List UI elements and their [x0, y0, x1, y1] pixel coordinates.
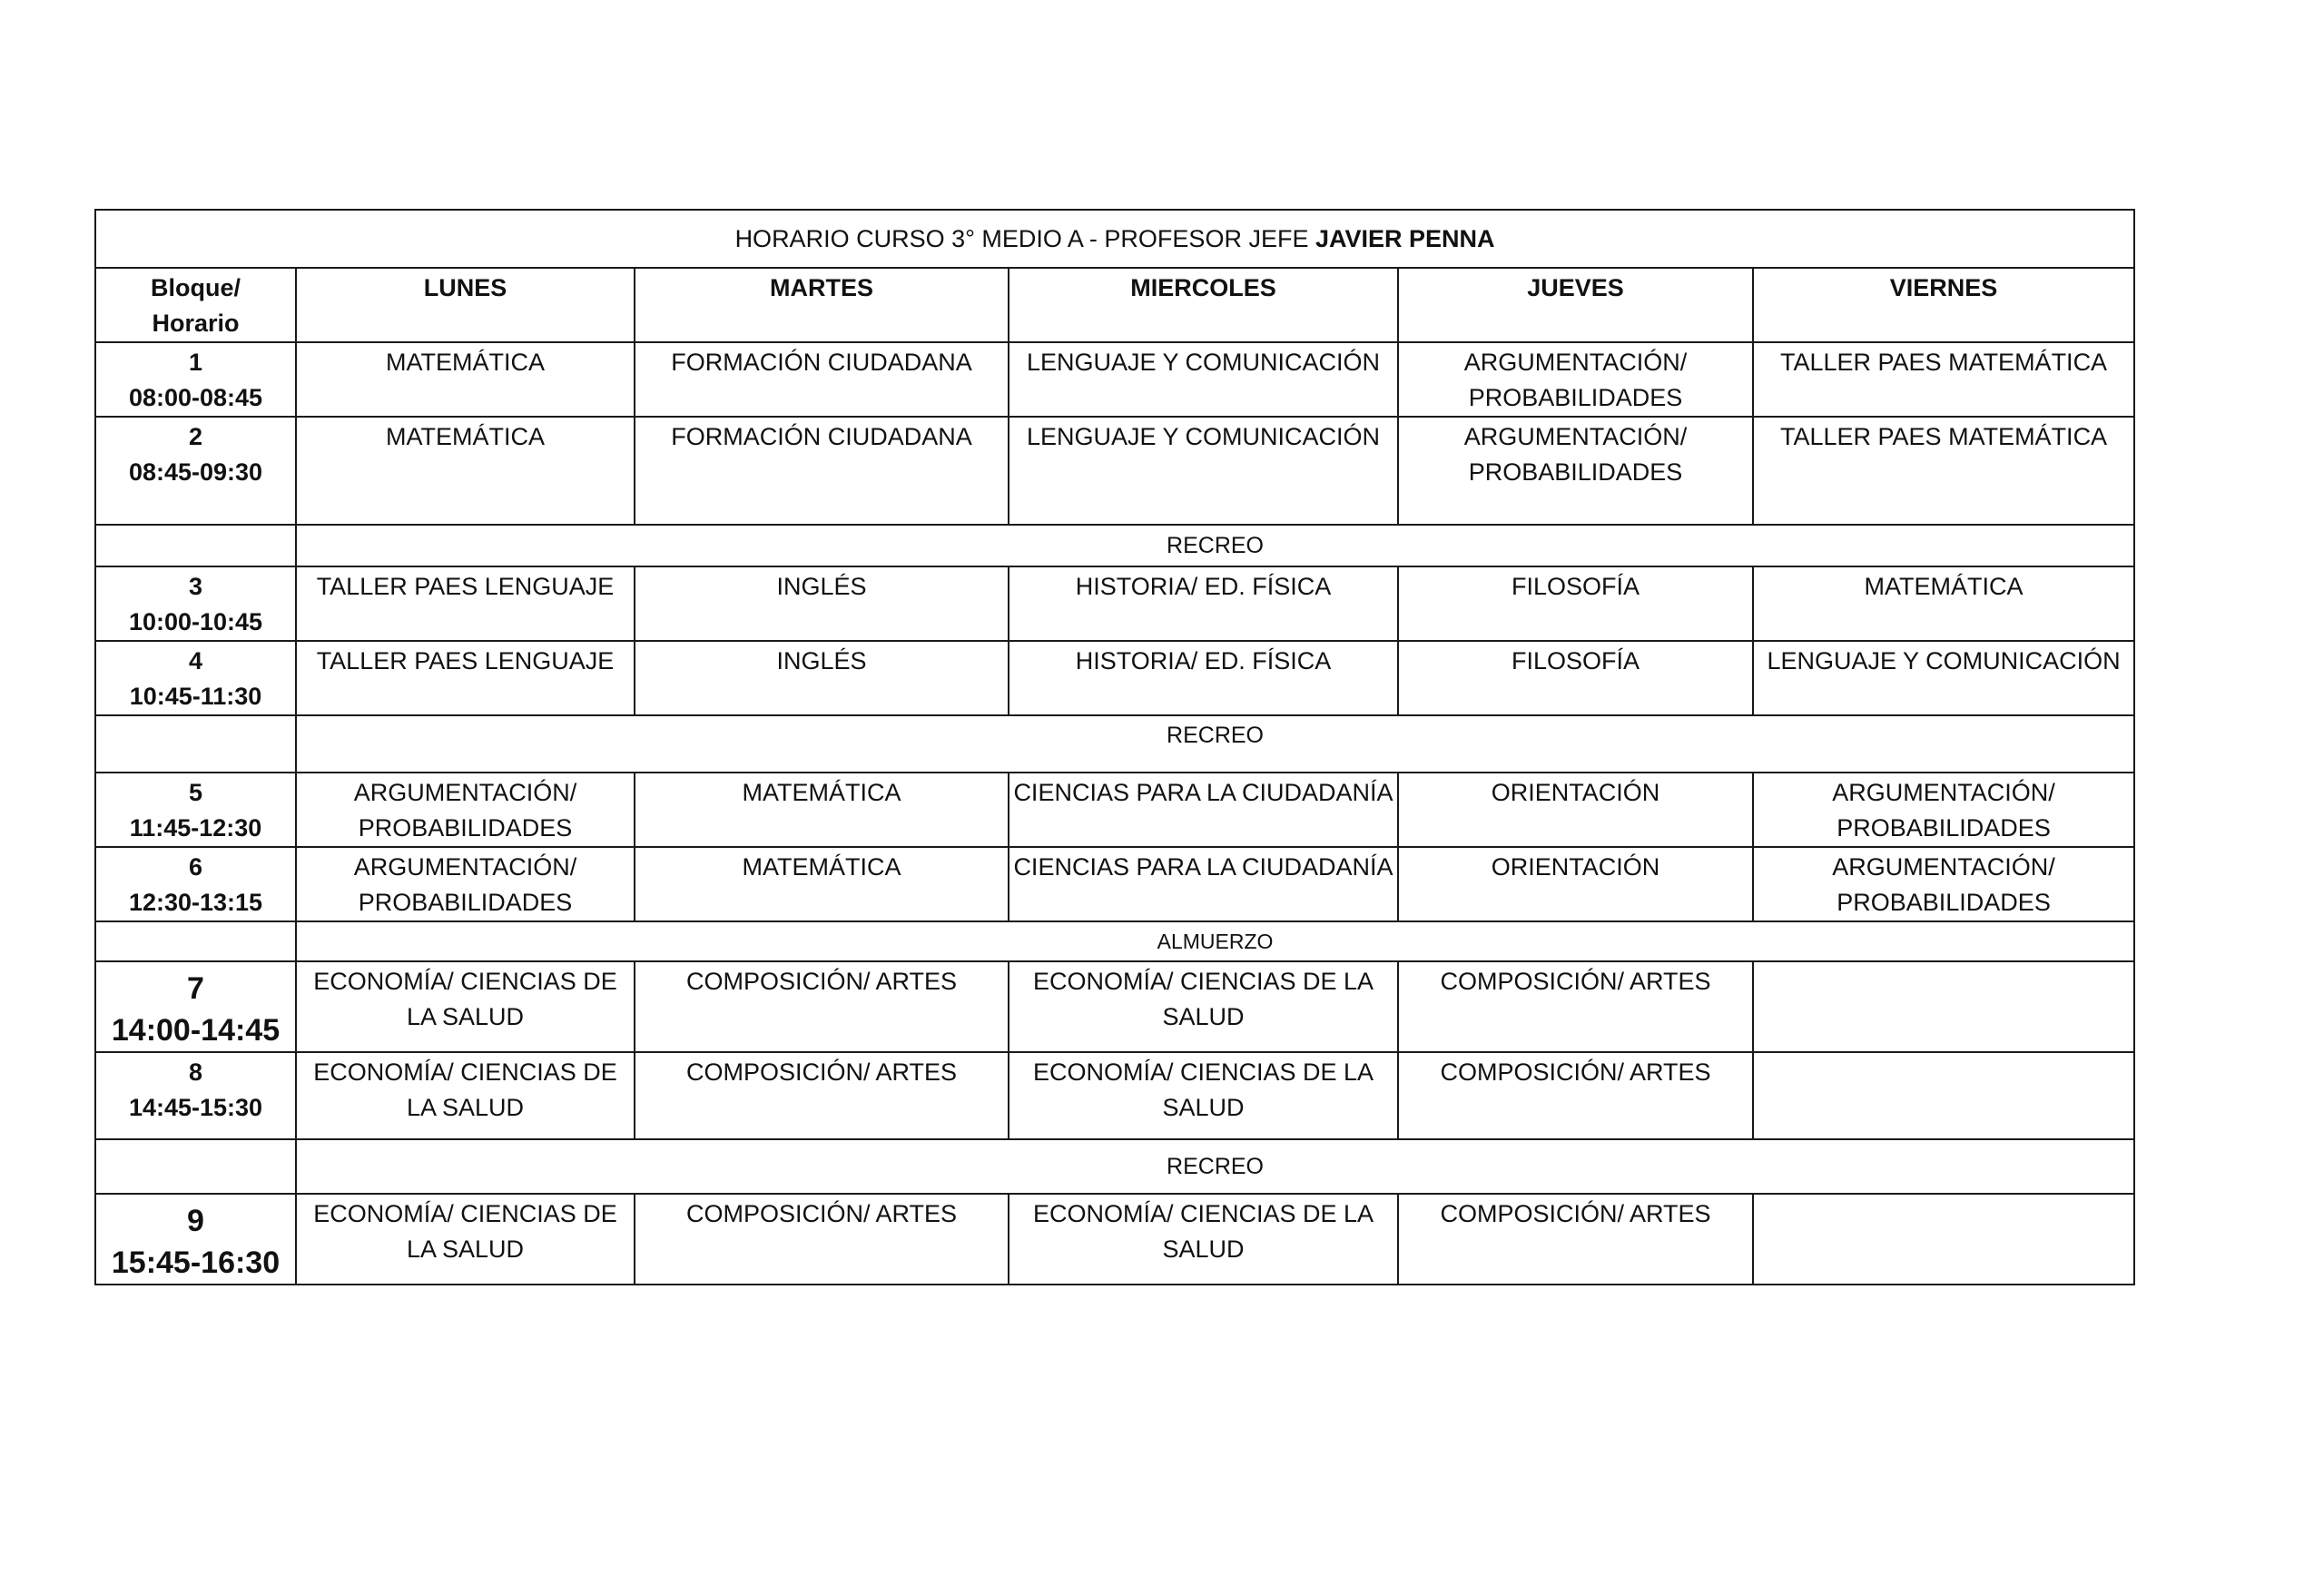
block-row: [95, 961, 2134, 1052]
day-header-friday: VIERNES: [1753, 268, 2134, 342]
subject-cell: [296, 1194, 635, 1285]
day-header-wednesday: MIERCOLES: [1009, 268, 1398, 342]
subject-cell: [1753, 417, 2134, 525]
block-time: 12:30-13:15: [128, 889, 263, 916]
block-time: 08:00-08:45: [128, 384, 263, 411]
subject-cell: [635, 847, 1009, 921]
block-cell: [95, 417, 296, 525]
break-row: [95, 1139, 2134, 1194]
subject-cell: [1753, 566, 2134, 641]
subject-text: COMPOSICIÓN/ ARTES: [685, 1200, 958, 1227]
subject-cell: [635, 342, 1009, 417]
subject-text: ARGUMENTACIÓN/: [1832, 853, 2055, 881]
subject-text: COMPOSICIÓN/ ARTES: [685, 968, 958, 995]
subject-cell: [1753, 1194, 2134, 1285]
subject-text: ARGUMENTACIÓN/: [1463, 423, 1688, 450]
block-time: 11:45-12:30: [129, 814, 262, 842]
block-row: [95, 566, 2134, 641]
subject-text: TALLER PAES LENGUAJE: [316, 647, 615, 674]
subject-text: ECONOMÍA/ CIENCIAS DE LA: [1032, 1058, 1374, 1086]
block-number: 3: [188, 573, 203, 600]
subject-cell: [296, 847, 635, 921]
block-number: 4: [188, 647, 203, 674]
subject-text: ORIENTACIÓN: [1491, 853, 1660, 881]
subject-text: PROBABILIDADES: [358, 814, 573, 842]
subject-text: FORMACIÓN CIUDADANA: [671, 423, 972, 450]
subject-text: LA SALUD: [406, 1236, 525, 1263]
subject-text: COMPOSICIÓN/ ARTES: [1440, 1058, 1711, 1086]
subject-text: SALUD: [1162, 1094, 1245, 1121]
subject-cell: [1753, 342, 2134, 417]
subject-cell: [1398, 641, 1753, 715]
subject-text: ECONOMÍA/ CIENCIAS DE LA: [1032, 968, 1374, 995]
block-column-header: [95, 268, 296, 342]
subject-text: HISTORIA/ ED. FÍSICA: [1075, 573, 1332, 600]
subject-cell: [1398, 847, 1753, 921]
block-row: [95, 641, 2134, 715]
block-cell: [95, 641, 296, 715]
block-number: 2: [188, 423, 203, 450]
subject-text: SALUD: [1162, 1003, 1245, 1030]
block-row: [95, 417, 2134, 525]
subject-text: COMPOSICIÓN/ ARTES: [1440, 1200, 1711, 1227]
subject-text: MATEMÁTICA: [386, 423, 545, 450]
block-time: 14:45-15:30: [128, 1094, 263, 1121]
block-time: 15:45-16:30: [111, 1245, 281, 1280]
block-number: 8: [188, 1058, 203, 1086]
block-cell: [95, 342, 296, 417]
subject-text: LENGUAJE Y COMUNICACIÓN: [1026, 349, 1381, 376]
block-row: [95, 1194, 2134, 1285]
break-label: RECREO: [296, 525, 2134, 566]
block-number: 7: [187, 971, 204, 1006]
break-block-cell: [95, 525, 296, 566]
subject-cell: [296, 566, 635, 641]
break-row: [95, 525, 2134, 566]
subject-cell: [635, 566, 1009, 641]
subject-cell: [1009, 847, 1398, 921]
subject-cell: [1009, 961, 1398, 1052]
subject-text: COMPOSICIÓN/ ARTES: [1440, 968, 1711, 995]
block-time: 10:45-11:30: [129, 683, 262, 710]
subject-cell: [635, 641, 1009, 715]
subject-text: ARGUMENTACIÓN/: [353, 779, 577, 806]
subject-text: PROBABILIDADES: [1468, 458, 1683, 486]
subject-text: CIENCIAS PARA LA CIUDADANÍA: [1013, 853, 1393, 881]
subject-cell: [1009, 641, 1398, 715]
subject-text: CIENCIAS PARA LA CIUDADANÍA: [1013, 779, 1393, 806]
subject-cell: [1398, 566, 1753, 641]
subject-text: PROBABILIDADES: [1837, 889, 2051, 916]
schedule-table: [94, 209, 2135, 1285]
break-row: [95, 715, 2134, 773]
block-time: 14:00-14:45: [111, 1013, 281, 1048]
block-number: 1: [188, 349, 203, 376]
subject-cell: [296, 773, 635, 847]
subject-text: ECONOMÍA/ CIENCIAS DE LA: [1032, 1200, 1374, 1227]
break-block-cell: [95, 921, 296, 961]
subject-cell: [296, 641, 635, 715]
subject-text: LA SALUD: [406, 1094, 525, 1121]
break-block-cell: [95, 715, 296, 773]
subject-text: COMPOSICIÓN/ ARTES: [685, 1058, 958, 1086]
block-row: [95, 773, 2134, 847]
subject-cell: [1009, 566, 1398, 641]
header-row: [95, 268, 2134, 342]
subject-text: LENGUAJE Y COMUNICACIÓN: [1026, 423, 1381, 450]
block-number: 9: [187, 1204, 204, 1238]
subject-cell: [296, 417, 635, 525]
subject-text: FILOSOFÍA: [1511, 573, 1640, 600]
block-cell: [95, 773, 296, 847]
break-label: ALMUERZO: [296, 921, 2134, 961]
subject-text: HISTORIA/ ED. FÍSICA: [1075, 647, 1332, 674]
subject-cell: [1753, 773, 2134, 847]
block-time: 08:45-09:30: [128, 458, 263, 486]
block-time: 10:00-10:45: [128, 608, 263, 635]
subject-text: ORIENTACIÓN: [1491, 779, 1660, 806]
day-header-thursday: JUEVES: [1398, 268, 1753, 342]
subject-text: INGLÉS: [776, 647, 867, 674]
subject-cell: [1009, 417, 1398, 525]
subject-text: PROBABILIDADES: [1837, 814, 2051, 842]
subject-text: ECONOMÍA/ CIENCIAS DE: [313, 968, 617, 995]
title-row: [95, 210, 2134, 268]
title-prefix: HORARIO CURSO 3° MEDIO A - PROFESOR JEFE: [734, 224, 1309, 252]
block-row: [95, 1052, 2134, 1139]
block-number: 5: [188, 779, 203, 806]
block-cell: [95, 961, 296, 1052]
subject-text: LENGUAJE Y COMUNICACIÓN: [1767, 647, 2121, 674]
subject-cell: [1398, 342, 1753, 417]
subject-text: TALLER PAES MATEMÁTICA: [1780, 349, 2108, 376]
subject-cell: [296, 1052, 635, 1139]
subject-text: ARGUMENTACIÓN/: [1832, 779, 2055, 806]
subject-text: MATEMÁTICA: [742, 853, 901, 881]
break-label: RECREO: [296, 715, 2134, 773]
subject-text: ECONOMÍA/ CIENCIAS DE: [313, 1058, 617, 1086]
break-label: RECREO: [296, 1139, 2134, 1194]
subject-cell: [296, 342, 635, 417]
schedule-title: [95, 210, 2134, 268]
day-header-tuesday: MARTES: [635, 268, 1009, 342]
break-block-cell: [95, 1139, 296, 1194]
subject-text: PROBABILIDADES: [358, 889, 573, 916]
block-number: 6: [188, 853, 203, 881]
subject-text: ARGUMENTACIÓN/: [353, 853, 577, 881]
subject-cell: [1753, 961, 2134, 1052]
subject-cell: [1753, 847, 2134, 921]
subject-text: MATEMÁTICA: [386, 349, 545, 376]
subject-text: ECONOMÍA/ CIENCIAS DE: [313, 1200, 617, 1227]
subject-cell: [635, 961, 1009, 1052]
subject-cell: [1009, 1194, 1398, 1285]
subject-text: LA SALUD: [406, 1003, 525, 1030]
subject-text: MATEMÁTICA: [1864, 573, 2024, 600]
block-cell: [95, 847, 296, 921]
break-row: [95, 921, 2134, 961]
block-cell: [95, 1052, 296, 1139]
block-cell: [95, 1194, 296, 1285]
subject-text: TALLER PAES LENGUAJE: [316, 573, 615, 600]
block-row: [95, 342, 2134, 417]
subject-cell: [1009, 773, 1398, 847]
subject-text: FORMACIÓN CIUDADANA: [671, 349, 972, 376]
subject-cell: [1753, 1052, 2134, 1139]
block-header-line-1: Bloque/: [151, 274, 241, 301]
block-row: [95, 847, 2134, 921]
subject-text: TALLER PAES MATEMÁTICA: [1780, 423, 2108, 450]
subject-cell: [1009, 342, 1398, 417]
subject-text: PROBABILIDADES: [1468, 384, 1683, 411]
subject-text: FILOSOFÍA: [1511, 647, 1640, 674]
day-header-monday: LUNES: [296, 268, 635, 342]
subject-cell: [1398, 1052, 1753, 1139]
subject-cell: [1009, 1052, 1398, 1139]
subject-text: SALUD: [1162, 1236, 1245, 1263]
subject-cell: [1398, 961, 1753, 1052]
subject-cell: [635, 1194, 1009, 1285]
subject-cell: [1398, 773, 1753, 847]
subject-text: ARGUMENTACIÓN/: [1463, 349, 1688, 376]
subject-cell: [635, 1052, 1009, 1139]
subject-cell: [296, 961, 635, 1052]
subject-cell: [1398, 417, 1753, 525]
schedule-body: [95, 342, 2134, 1285]
block-cell: [95, 566, 296, 641]
subject-text: MATEMÁTICA: [742, 779, 901, 806]
subject-cell: [635, 773, 1009, 847]
subject-text: INGLÉS: [776, 573, 867, 600]
subject-cell: [1753, 641, 2134, 715]
block-header-line-2: Horario: [152, 310, 240, 337]
subject-cell: [1398, 1194, 1753, 1285]
homeroom-teacher: JAVIER PENNA: [1315, 224, 1495, 252]
subject-cell: [635, 417, 1009, 525]
